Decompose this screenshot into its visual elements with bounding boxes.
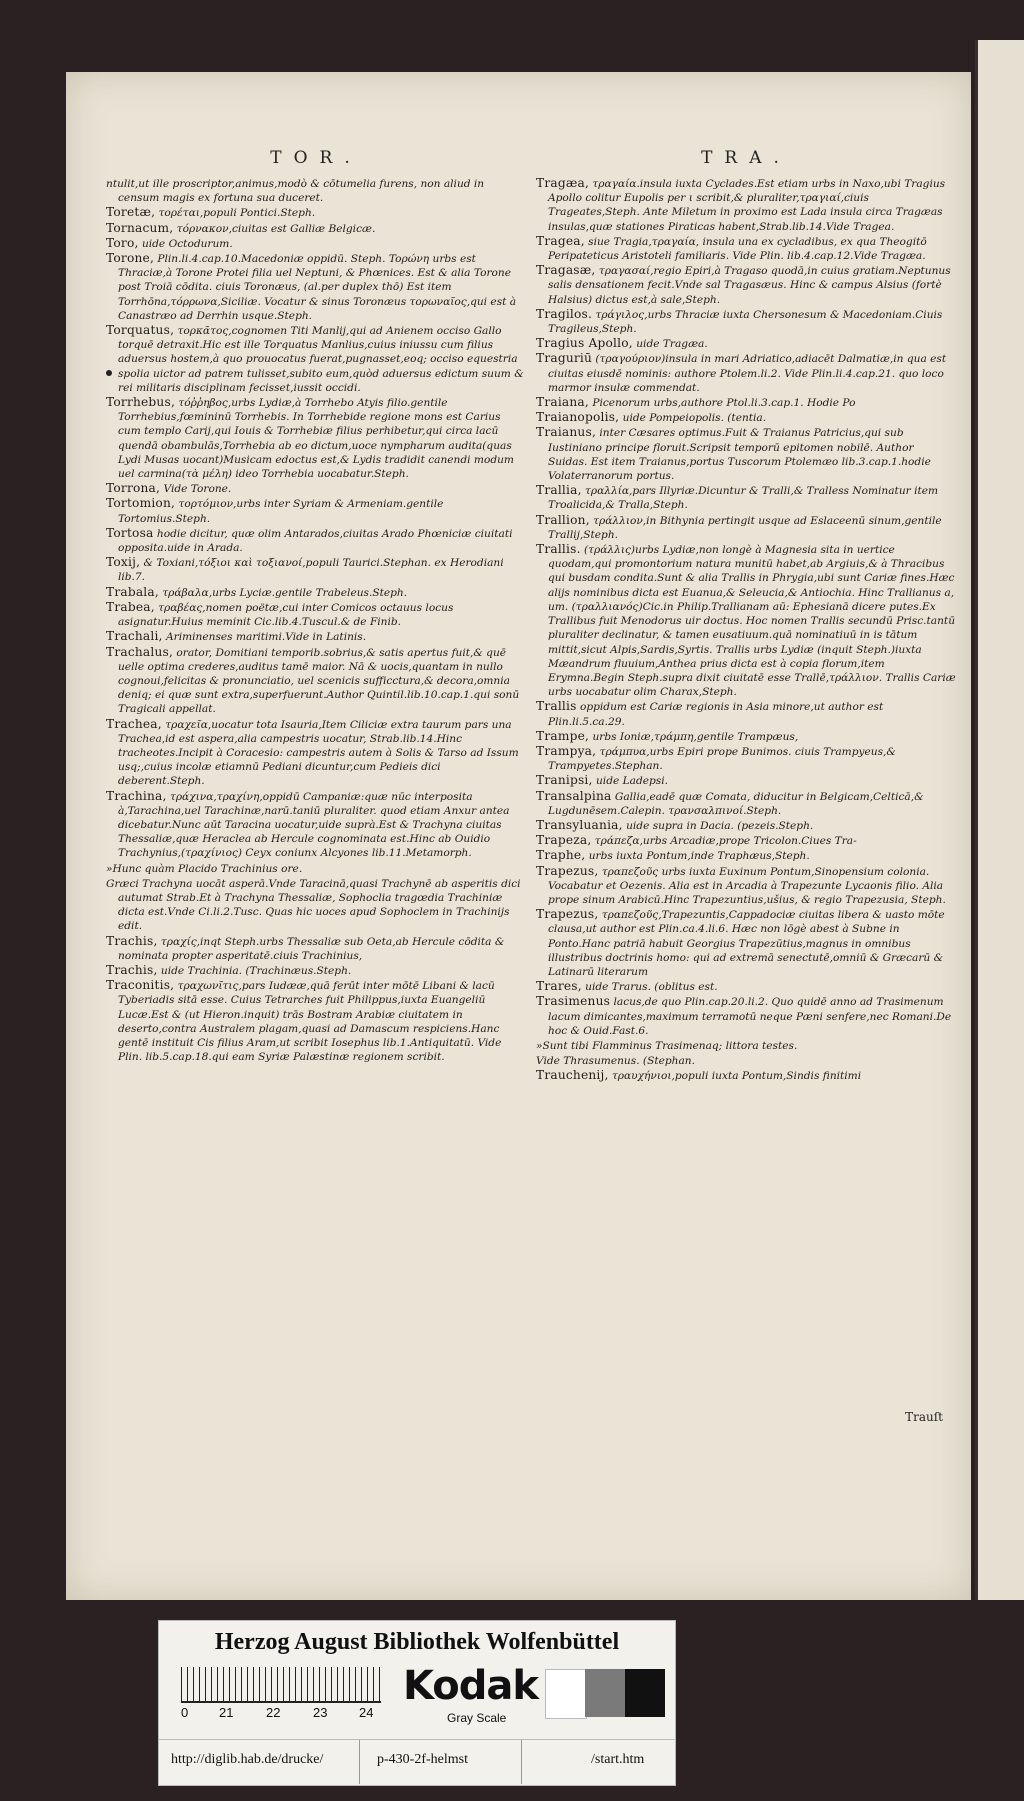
entry-headword: Trallis.	[536, 542, 581, 557]
entry-text: Ariminenses maritimi.Vide in Latinis.	[166, 631, 367, 644]
ruler-number: 23	[313, 1705, 328, 1720]
dictionary-entry	[536, 833, 956, 848]
shelfmark: p-430-2f-helmst	[377, 1752, 468, 1767]
entry-text: τορτόμιον,urbs inter Syriam & Armeniam.gentile Tortomius.Steph.	[118, 498, 444, 525]
dictionary-entry	[536, 483, 956, 512]
entry-text: ntulit,ut ille proscriptor,animus,modò & cōtumelia furens, non aliud in censum magis ex fortuna sua duceret.	[106, 178, 485, 205]
entry-text: Plin.li.4.cap.10.Macedoniæ oppidū. Steph. Toρώνη urbs est Thraciæ,à Torone Protei filia uel Neptuni, & Phœnices. Est & alia Torone post Troiā cōdita. ciuis Toronæus, (al.per duplex thō) Est item Torrhōna,τόρρωνα,Siciliæ. Vocatur & sinus Toronæus τορωναῖος,qui est à Canastræo ad Derrhin usque.Steph.	[118, 253, 517, 322]
ruler-number: 21	[219, 1705, 234, 1720]
entry-headword: Transalpina	[536, 788, 612, 803]
dictionary-entry	[106, 251, 526, 323]
entry-text: uide Pompeiopolis. (tentia.	[622, 412, 767, 425]
entry-headword: Transyluania,	[536, 817, 623, 832]
dictionary-entry	[536, 789, 956, 818]
entry-headword: Trallia,	[536, 483, 582, 498]
entry-text: oppidum est Cariæ regionis in Asia minore,ut author est Plin.li.5.ca.29.	[548, 701, 884, 728]
dictionary-entry	[536, 907, 956, 979]
running-head-left: TOR.	[270, 148, 362, 168]
entry-text: lacus,de quo Plin.cap.20.li.2. Quo quidē anno ad Trasimenum lacum dimicantes,maximum terramotū neque Pæni senfere,nec Romani.De hoc & Ouid.Fast.6.	[548, 996, 952, 1037]
dictionary-entry	[536, 773, 956, 788]
entry-headword: Toretæ,	[106, 205, 156, 220]
entry-headword: Traianus,	[536, 425, 597, 440]
dictionary-entry	[106, 481, 526, 496]
scale-ruler	[181, 1667, 381, 1703]
entry-text: Vide Thrasumenus. (Stephan.	[536, 1055, 695, 1068]
entry-headword: Torone,	[106, 251, 155, 266]
entry-text: τορκᾶτος,cognomen Titi Manlij,qui ad Anienem occiso Gallo torquē detraxit.Hic est ille Torquatus Manlius,cuius iniussu cum filius aduersus hostem,à quo prouocatus fuerat,pugnasset,eoq; occiso equestria spolia uictor ad patrem tulisset,subito eum,quòd aduersus edictum suum & rei militaris disciplinam fecisset,iussit occidi.	[118, 325, 524, 394]
entry-text: τόρνακον,ciuitas est Galliæ Belgicæ.	[176, 222, 376, 235]
gray-step	[625, 1669, 665, 1717]
entry-headword: Torrhebus,	[106, 395, 176, 410]
dictionary-entry	[106, 717, 526, 789]
dictionary-entry	[536, 1038, 956, 1053]
dictionary-entry	[536, 513, 956, 542]
dictionary-entry	[536, 395, 956, 410]
entry-headword: Trauchenij,	[536, 1068, 609, 1083]
dictionary-entry	[536, 864, 956, 908]
entry-headword: Tranipsi,	[536, 773, 593, 788]
catchword: Trauſt	[905, 1410, 943, 1424]
dictionary-entry	[106, 934, 526, 963]
color-target-card	[158, 1620, 676, 1786]
dictionary-entry	[106, 205, 526, 220]
entry-text: τραυχήνιοι,populi iuxta Pontum,Sindis finitimi	[611, 1070, 862, 1083]
entry-headword: Trapezus,	[536, 907, 599, 922]
entry-text: uide Tragæa.	[636, 338, 708, 351]
entry-headword: Tornacum,	[106, 220, 174, 235]
entry-text: urbs Ioniæ,τράμπη,gentile Trampæus,	[592, 730, 799, 743]
dictionary-entry	[106, 323, 526, 395]
entry-headword: Trampya,	[536, 743, 597, 758]
entry-headword: Tortomion,	[106, 496, 176, 511]
ruler-number: 22	[266, 1705, 281, 1720]
entry-text: uide Trarus. (oblitus est.	[585, 981, 718, 994]
gray-step	[545, 1669, 587, 1719]
entry-headword: Tortosa	[106, 525, 154, 540]
dictionary-entry	[536, 176, 956, 234]
dictionary-entry	[536, 263, 956, 307]
entry-headword: Tragasæ,	[536, 263, 596, 278]
dictionary-entry	[536, 351, 956, 395]
entry-text: hodie dicitur, quæ olim Antarados,ciuitas Arado Phœniciæ ciuitati opposita.uide in Arada.	[118, 527, 513, 555]
dictionary-entry	[106, 221, 526, 236]
dictionary-entry	[106, 963, 526, 978]
gray-step	[585, 1669, 625, 1717]
entry-text: τραχεῖα,uocatur tota Isauria,Item Ciliciæ extra taurum pars una Trachea,id est aspera,alia campestris uocatur, Strab.lib.14.Hinc tracheotes.Incipit à Coracesio: campestris autem à Solis & Tarso ad Issum usq;,cuius incolæ etiamnū Pediani dicuntur,cum Pedieis dici deberent.Steph.	[118, 718, 519, 788]
dictionary-entry	[536, 979, 956, 994]
entry-text: τράμπυα,urbs Epiri prope Bunimos. ciuis Trampyeus,& Trampyetes.Stephan.	[548, 745, 896, 773]
dictionary-entry	[106, 236, 526, 251]
entry-headword: Trachea,	[106, 716, 162, 731]
dictionary-entry	[106, 395, 526, 481]
dictionary-entry	[106, 600, 526, 629]
entry-headword: Trachina,	[106, 788, 167, 803]
entry-headword: Trapezus,	[536, 863, 599, 878]
entry-headword: Tragæa,	[536, 176, 590, 190]
library-name: Herzog August Bibliothek Wolfenbüttel	[214, 1629, 620, 1655]
dictionary-entry	[536, 425, 956, 483]
entry-text: Gallia,eadē quæ Comata, diducitur in Belgicam,Celticā,& Lugdunēsem.Calepin. τρανσαλπινοί.Steph.	[548, 790, 924, 817]
entry-headword: Trachali,	[106, 629, 163, 644]
entry-text: τραγαία.insula iuxta Cyclades.Est etiam urbs in Naxo,ubi Tragius Apollo colitur Eupolis per ι scribit,& pluraliter,τραγιαί,ciuis Trageates,Steph. Ante Miletum in proximo est Lada insula circa Tragæas insulas,quæ stationes Piraticas habent,Strab.lib.14.Vide Tragea.	[548, 178, 946, 233]
dictionary-entry	[106, 789, 526, 861]
dictionary-entry	[536, 699, 956, 728]
entry-text: Græci Trachyna uocāt asperā.Vnde Taracinā,quasi Trachynē ab asperitis dici autumat Strab.Et à Trachyna Thessaliæ, Sophoclia tragœdia Trachiniæ dicta est.Vnde Ci.li.2.Tusc. Quas hic uoces apud Sophoclem in Trachinijs edit.	[106, 877, 521, 933]
dictionary-entry	[536, 336, 956, 351]
entry-headword: Trapeza,	[536, 833, 592, 848]
entry-headword: Trampe,	[536, 728, 590, 743]
dictionary-entry	[106, 978, 526, 1064]
entry-text: τραλλία,pars Illyriæ.Dicuntur & Tralli,& Tralless Nominatur item Troalicida,& Tralla,Steph.	[548, 485, 939, 512]
entry-headword: Trachis,	[106, 962, 158, 977]
facing-page-edge	[975, 40, 1024, 1600]
dictionary-entry	[536, 744, 956, 773]
right-entries	[536, 176, 956, 1084]
dictionary-entry	[536, 1068, 956, 1083]
gray-scale-steps	[545, 1669, 663, 1717]
entry-text: τραπεζοῦς,Trapezuntis,Cappadociæ ciuitas libera & uasto mōte clausa,ut author est Plin.ca.4.li.6. Hæc non lōgè abest à Subne in Ponto.Hanc patriā habuit Georgius Trapezūtius,magnus in omnibus illustribus doctrinis homo: qui ad extremā senectutē,omniū & Græcarū & Latinarū literarum	[548, 909, 945, 978]
dictionary-entry	[536, 307, 956, 336]
entry-headword: Torrona,	[106, 481, 161, 496]
entry-text: uide Trachinia. (Trachinæus.Steph.	[160, 964, 352, 977]
entry-text: τραβέας,nomen poëtæ,cui inter Comicos octauus locus asignatur.Huius meminit Cic.lib.4.Tuscul.& de Finib.	[118, 601, 454, 629]
left-entries	[106, 176, 526, 1064]
entry-text: Picenorum urbs,authore Ptol.li.3.cap.1. Hodie Po	[592, 397, 856, 410]
entry-headword: Trabea,	[106, 599, 155, 614]
entry-text: τράπεζα,urbs Arcadiæ,prope Tricolon.Ciues Tra-	[594, 835, 857, 848]
book-page	[66, 72, 971, 1600]
entry-text: urbs iuxta Pontum,inde Traphæus,Steph.	[588, 850, 810, 863]
entry-headword: Traconitis,	[106, 978, 175, 993]
entry-text: τράλλιον,in Bithynia pertingit usque ad Eslaceenū sinum,gentile Trallij,Steph.	[548, 514, 942, 541]
entry-headword: Trallion,	[536, 512, 590, 527]
ruler-number: 24	[359, 1705, 374, 1720]
entry-headword: Traphe,	[536, 848, 586, 863]
entry-headword: Tragius Apollo,	[536, 336, 633, 351]
entry-headword: Trabala,	[106, 584, 159, 599]
divider	[359, 1740, 360, 1784]
gray-scale-label: Gray Scale	[447, 1711, 507, 1725]
dictionary-entry	[106, 555, 526, 584]
dictionary-entry	[106, 645, 526, 717]
right-column	[536, 148, 956, 1084]
dictionary-entry	[536, 848, 956, 863]
dictionary-entry	[536, 1053, 956, 1068]
entry-text: Vide Torone.	[163, 483, 232, 496]
entry-text: orator, Domitiani temporib.sobrius,& satis apertus fuit,& quē uelle optima crederes,auditus tamē maior. Nā & uocis,quantam in nullo cognoui,felicitas & pronunciatio, uel scenicis sufficctura,& decora,omnia deniq; ei quæ sunt extra,superfuerunt.Author Quintil.lib.10.cap.1.qui sonū Tragicali appellat.	[118, 646, 520, 716]
entry-text: τορέται,populi Pontici.Steph.	[158, 207, 316, 220]
entry-text: uide Octodurum.	[141, 237, 233, 250]
ruler-number: 0	[181, 1705, 189, 1720]
digital-library-url: http://diglib.hab.de/drucke/	[171, 1752, 324, 1767]
entry-text: uide Ladepsi.	[595, 775, 668, 788]
left-column	[106, 148, 526, 1064]
dictionary-entry	[536, 818, 956, 833]
target-info-row	[159, 1739, 675, 1784]
start-file: /start.htm	[591, 1752, 645, 1767]
entry-text: siue Tragia,τραγαία, insula una ex cycladibus, ex qua Theogitō Peripateticus Aristoteli familiaris. Vide Plin. lib.4.cap.12.Vide Tragæa.	[548, 235, 927, 263]
entry-headword: Trares,	[536, 979, 582, 994]
entry-text: τραχωνῖτις,pars Iudææ,quā ferūt inter mōtē Libani & lacū Tyberiadis sitā esse. Cuius Tetrarches fuit Philippus,iuxta Euangeliū Lucæ.Est & (ut Hieron.inquit) trās Bostram Arabiæ ciuitatem in deserto,contra Australem plagam,quasi ad Damascum respiciens.Hanc gentē instituit Cis filius Aram,ut scribit Iosephus lib.1.Antiquitatū. Vide Plin. lib.5.cap.18.qui eam Syriæ Palæstinæ regionem scribit.	[118, 980, 502, 1064]
divider	[521, 1740, 522, 1784]
entry-text: uide supra in Dacia. (pezeis.Steph.	[626, 819, 814, 832]
entry-text: »Hunc quàm Placido Trachinius ore.	[106, 862, 303, 875]
dictionary-entry	[536, 729, 956, 744]
entry-headword: Trasimenus	[536, 994, 611, 1009]
dictionary-entry	[106, 861, 526, 876]
dictionary-entry	[106, 629, 526, 644]
entry-headword: Trallis	[536, 699, 577, 714]
entry-text: (τραγούριον)insula in mari Adriatico,adiacēt Dalmatiæ,in qua est ciuitas eiusdē nominis: authore Ptolem.li.2. Vide Plin.li.4.cap.21. quo loco marmor insulæ commendat.	[548, 353, 947, 394]
entry-text: »Sunt tibi Flamminus Trasimenaq; littora testes.	[536, 1039, 798, 1052]
entry-text: & Toxiani,τόξιοι καὶ τοξιανοί,populi Taurici.Stephan. ex Herodiani lib.7.	[118, 557, 504, 584]
entry-headword: Trachis,	[106, 933, 158, 948]
entry-headword: Tragilos.	[536, 306, 593, 321]
entry-headword: Toro,	[106, 235, 139, 250]
dictionary-entry	[106, 876, 526, 934]
entry-text: τόῤῥηβος,urbs Lydiæ,à Torrhebo Atyis filio.gentile Torrhebius,fœmininū Torrhebis. In Torrhebide regione mons est Carius cum templo Carij,qui Iouis & Torrhebiæ filius perhibetur,qui circa lacū quendā obambulās,Torrhebia ab eo dictum,uoce nympharum audita(quas Lydi Musas uocant)Musicam edoctus est,& Lydis tradidit canendi modum uel carmina(τὰ μέλη) ideo Torrhebia uocabatur.Steph.	[118, 397, 514, 481]
entry-text: τράγιλος,urbs Thraciæ iuxta Chersonesum & Macedoniam.Ciuis Tragileus,Steph.	[548, 308, 943, 336]
kodak-logo: Kodak	[403, 1663, 538, 1709]
entry-headword: Traguriū	[536, 351, 593, 366]
entry-text: τραχίς,inqt Steph.urbs Thessaliæ sub Oeta,ab Hercule cōdita & nominata propter asperitatē.ciuis Trachinius,	[118, 935, 505, 962]
entry-headword: Toxij,	[106, 555, 141, 570]
entry-headword: Trachalus,	[106, 644, 174, 659]
dictionary-entry	[106, 526, 526, 555]
entry-text: τράχινα,τραχίνη,oppidū Campaniæ:quæ nūc interposita à,Tarachina,uel Tarachinæ,narū.taniū pluraliter. quod etiam Anxur antea dicebatur.Nunc aūt Taracina uocatur,uide suprà.Est & Trachyna ciuitas Thessaliæ,quæ Heraclea ab Hercule cognominata est.Hinc ab Ouidio Trachynius,(τραχίνιος) Ceyx coniunx Alcyones lib.11.Metamorph.	[118, 790, 510, 860]
dictionary-entry	[536, 410, 956, 425]
entry-headword: Tragea,	[536, 233, 585, 248]
dictionary-entry	[536, 994, 956, 1038]
entry-text: inter Cæsares optimus.Fuit & Traianus Patricius,qui sub Iustiniano principe floruit.Scripsit temporū epitomen nobilē. Author Suidas. Est item Traianus,portus Tuscorum Ptolemæo lib.3.cap.1.hodie Volaterranorum portus.	[548, 427, 931, 483]
entry-text: τραγασαί,regio Epiri,à Tragaso quodā,in cuius gratiam.Neptunus salis densationem fecit.Vnde sal Tragasæus. Hinc & campus Alsius (fortè Halsius) dictus est,à sale,Steph.	[548, 265, 951, 306]
entry-text: τραπεζοῦς urbs iuxta Euxinum Pontum,Sinopensium colonia. Vocabatur et Oezenis. Alia est in Arcadia à Trapezunte Lycaonis filio. Alia prope sinum Arabicū.Hinc Trapezuntius,ušius, & regio Trapezusia, Steph.	[548, 865, 946, 906]
running-head-right: TRA.	[701, 148, 791, 168]
entry-headword: Torquatus,	[106, 323, 175, 338]
dictionary-entry	[106, 176, 526, 205]
dictionary-entry	[536, 542, 956, 699]
dictionary-entry	[536, 234, 956, 263]
entry-headword: Traianopolis,	[536, 410, 620, 425]
entry-text: τράβαλα,urbs Lyciæ.gentile Trabeleus.Steph.	[162, 586, 408, 599]
entry-headword: Traiana,	[536, 395, 589, 410]
dictionary-entry	[106, 496, 526, 525]
dictionary-entry	[106, 585, 526, 600]
entry-text: (τράλλις)urbs Lydiæ,non longè à Magnesia sita in uertice quodam,qui promontorium natura munitū habet,ab Argiuis,& à Thracibus qui busdam condita.Sunt & alia Trallis in Phrygia,ubi sunt Cariæ fines.Hæc alijs nominibus dicta est Euanua,& Seleucia,& Antiochia. Hinc Trallianus a, um. (τραλλιανός)Cic.in Philip.Trallianam aū: Ephesianā dicere putes.Ex Trallibus fuit Menodorus uir doctus. Hoc nomen Trallis secundū Prisc.tantū pluraliter declinatur, & tamen eusatiuum.quā nominatiuū in is tātum mittit,sicut Alpis,Sardis,Syrtis. Trallis urbs Lydiæ (inquit Steph.)iuxta Mæandrum fluuium,Anthea prius dicta est à copia florum,item Erymna.Begin Steph.supra dixit ciuitatē esse Trallē,τράλλιον. Trallis Cariæ urbs uocabatur olim Charax,Steph.	[548, 544, 956, 699]
